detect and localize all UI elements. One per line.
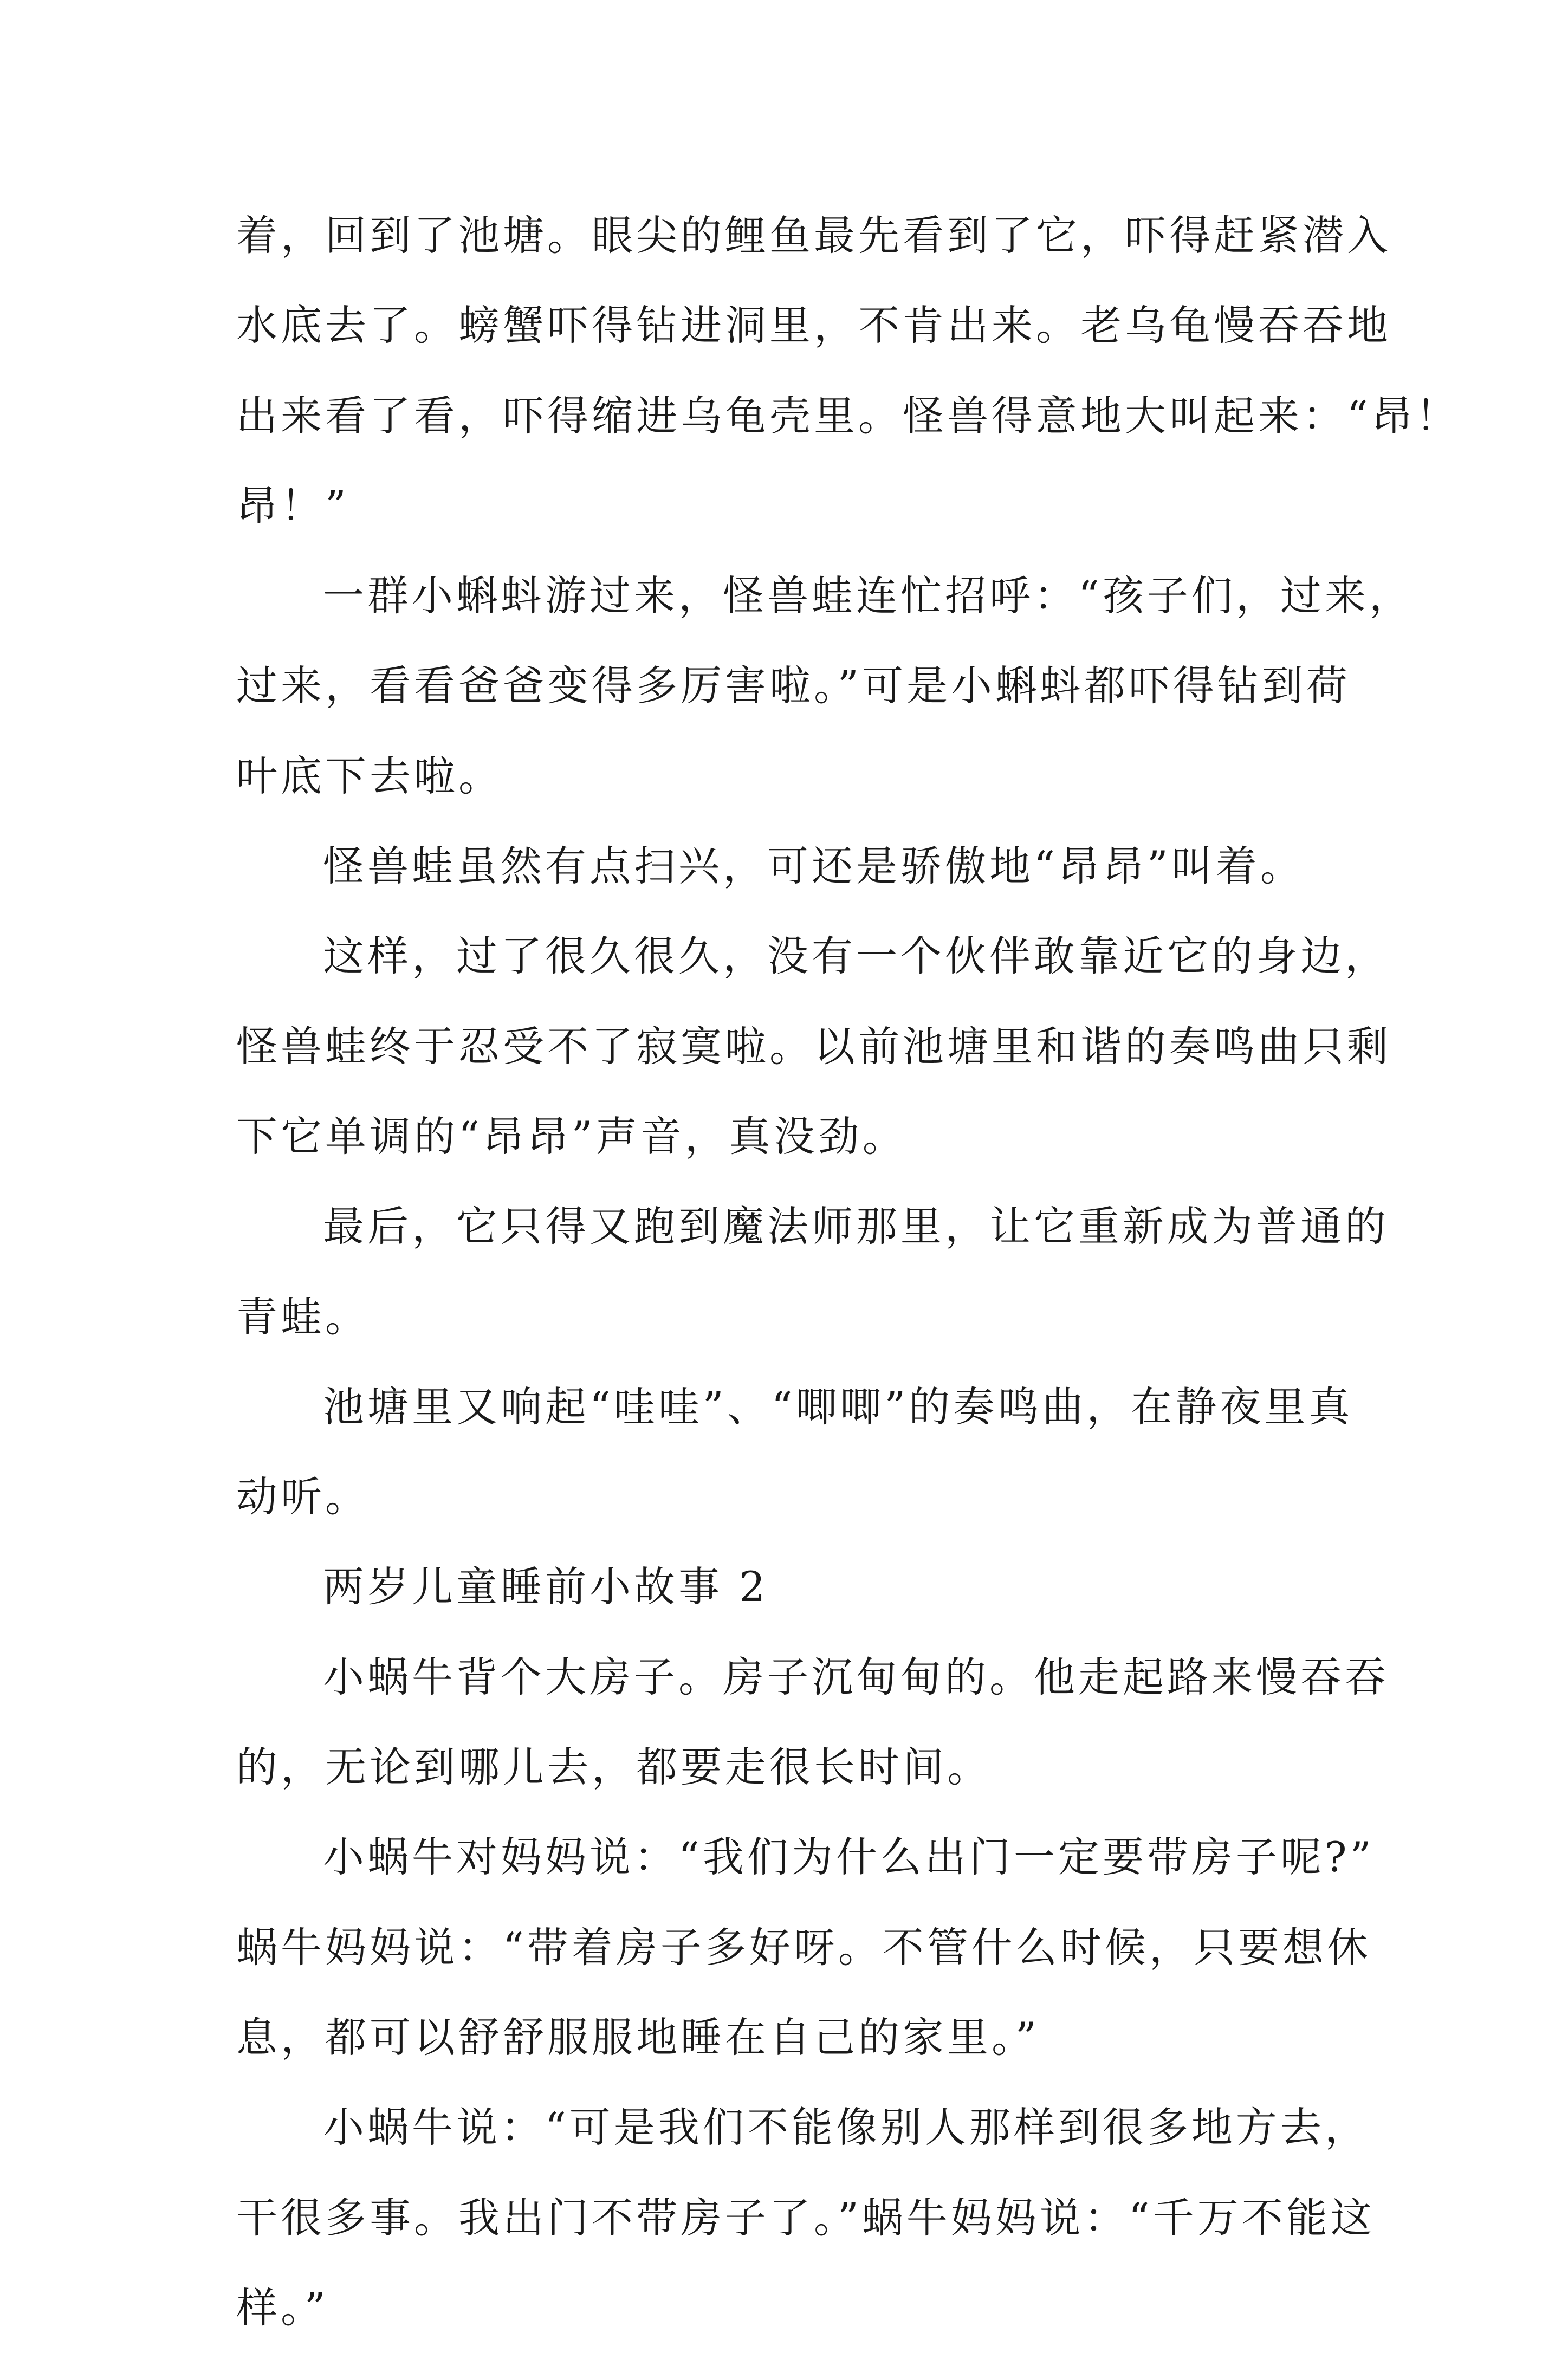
text-line: 样。” bbox=[236, 2283, 329, 2332]
text-line: 一群小蝌蚪游过来，怪兽蛙连忙招呼：“孩子们，过来， bbox=[323, 572, 1414, 620]
paragraph bbox=[236, 191, 1460, 551]
paragraph bbox=[236, 551, 1414, 821]
text-line: 下它单调的“昂昂”声音，真没劲。 bbox=[236, 1112, 907, 1161]
text-line: 怪兽蛙终于忍受不了寂寞啦。以前池塘里和谐的奏鸣曲只剩 bbox=[236, 1022, 1391, 1071]
document-body bbox=[236, 191, 1460, 2353]
text-line: 干很多事。我出门不带房子了。”蜗牛妈妈说：“千万不能这 bbox=[236, 2193, 1375, 2242]
paragraph bbox=[236, 1362, 1363, 1542]
paragraph bbox=[236, 2083, 1375, 2353]
text-line: 这样，过了很久很久，没有一个伙伴敢靠近它的身边， bbox=[323, 932, 1389, 981]
paragraph bbox=[236, 1632, 1389, 1813]
paragraph bbox=[236, 821, 1363, 911]
text-line: 小蜗牛说：“可是我们不能像别人那样到很多地方去， bbox=[323, 2103, 1369, 2152]
text-line: 叶底下去啦。 bbox=[236, 751, 503, 800]
text-line: 昂！” bbox=[236, 481, 349, 530]
text-line: 过来，看看爸爸变得多厉害啦。”可是小蝌蚪都吓得钻到荷 bbox=[236, 662, 1351, 710]
text-line: 息，都可以舒舒服服地睡在自己的家里。” bbox=[236, 2013, 1040, 2062]
text-line: 怪兽蛙虽然有点扫兴，可还是骄傲地“昂昂”叫着。 bbox=[323, 842, 1305, 891]
text-line: 蜗牛妈妈说：“带着房子多好呀。不管什么时候，只要想休 bbox=[236, 1923, 1371, 1972]
text-line: 动听。 bbox=[236, 1473, 370, 1521]
text-line: 最后，它只得又跑到魔法师那里，让它重新成为普通的 bbox=[323, 1202, 1389, 1251]
text-line: 水底去了。螃蟹吓得钻进洞里，不肯出来。老乌龟慢吞吞地 bbox=[236, 301, 1391, 350]
text-line: 小蜗牛背个大房子。房子沉甸甸的。他走起路来慢吞吞 bbox=[323, 1652, 1389, 1701]
text-line: 青蛙。 bbox=[236, 1292, 370, 1341]
text-line: 出来看了看，吓得缩进乌龟壳里。怪兽得意地大叫起来：“昂！ bbox=[236, 391, 1460, 440]
text-line: 池塘里又响起“哇哇”、“唧唧”的奏鸣曲，在静夜里真 bbox=[323, 1382, 1353, 1431]
paragraph bbox=[236, 1812, 1375, 2083]
text-line: 的，无论到哪儿去，都要走很长时间。 bbox=[236, 1743, 992, 1792]
section-heading bbox=[236, 1542, 1363, 1632]
paragraph bbox=[236, 911, 1391, 1182]
paragraph bbox=[236, 1182, 1389, 1362]
text-line: 小蜗牛对妈妈说：“我们为什么出门一定要带房子呢?” bbox=[323, 1833, 1375, 1882]
text-line: 着，回到了池塘。眼尖的鲤鱼最先看到了它，吓得赶紧潜入 bbox=[236, 211, 1391, 260]
text-line: 两岁儿童睡前小故事 2 bbox=[323, 1563, 769, 1611]
